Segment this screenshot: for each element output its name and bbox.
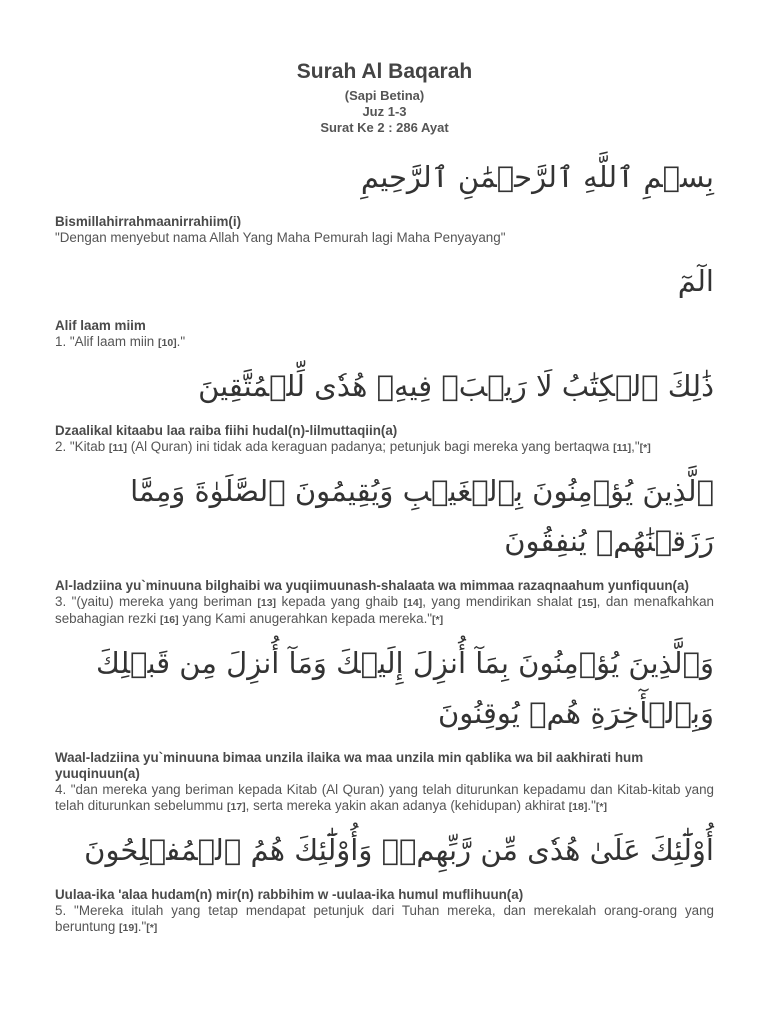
footnote-ref[interactable]: [14] — [403, 597, 423, 609]
translation-text: , yang mendirikan shalat — [422, 594, 578, 609]
transliteration: Alif laam miim — [55, 318, 146, 333]
translation-text: ." — [587, 798, 596, 813]
translation-text: yang Kami anugerahkan kepada mereka." — [178, 611, 433, 626]
footnote-ref[interactable]: [11] — [108, 442, 127, 454]
translation-text: 5. "Mereka itulah yang tetap mendapat petunjuk dari Tuhan mereka, dan merekalah orang-orang yang beruntung — [55, 903, 714, 934]
juz-info: Juz 1-3 — [362, 104, 407, 119]
document-page — [55, 60, 714, 936]
footnote-ref[interactable]: [16] — [159, 614, 179, 626]
footnote-ref[interactable]: [*] — [639, 442, 651, 454]
translation-text: ." — [176, 334, 186, 349]
page-subtitle: (Sapi Betina) — [344, 88, 425, 103]
translation-text: kepada yang ghaib — [276, 594, 404, 609]
translation-text: 2. "Kitab — [55, 439, 109, 454]
translation — [55, 439, 714, 456]
verse-block — [55, 638, 714, 815]
page-title: Surah Al Baqarah — [296, 60, 473, 83]
translation-text: 3. "(yaitu) mereka yang beriman — [55, 594, 258, 609]
footnote-ref[interactable]: [13] — [257, 597, 277, 609]
footnote-ref[interactable]: [17] — [226, 801, 246, 813]
verse-block — [55, 466, 714, 628]
footnote-ref[interactable]: [15] — [577, 597, 597, 609]
verse-block — [55, 361, 714, 456]
translation — [55, 903, 714, 936]
verse-block — [55, 152, 714, 246]
translation-text: 1. "Alif laam miin — [55, 334, 158, 349]
verse-block — [55, 256, 714, 351]
transliteration: Dzaalikal kitaabu laa raiba fiihi hudal(n)-lilmuttaqiin(a) — [55, 423, 398, 438]
footnote-ref[interactable]: [18] — [568, 801, 588, 813]
footnote-ref[interactable]: [*] — [146, 922, 158, 934]
surah-info: Surat Ke 2 : 286 Ayat — [320, 120, 449, 135]
translation — [55, 334, 714, 351]
transliteration: Bismillahirrahmaanirrahiim(i) — [55, 214, 242, 229]
arabic-text: ٱلَّذِينَ يُؤۡمِنُونَ بِٱلۡغَيۡبِ وَيُقِيمُونَ ٱلصَّلَوٰةَ وَمِمَّا رَزَقۡنَٰهُمۡ يُنفِقُونَ — [130, 474, 714, 558]
verse-list — [55, 152, 714, 936]
footnote-ref[interactable]: [10] — [157, 337, 177, 349]
translation-text: , serta mereka yakin akan adanya (kehidupan) akhirat — [245, 798, 569, 813]
verse-block — [55, 825, 714, 936]
transliteration: Uulaa-ika 'alaa hudam(n) mir(n) rabbihim w -uulaa-ika humul muflihuun(a) — [55, 887, 524, 902]
footnote-ref[interactable]: [11] — [613, 442, 632, 454]
footnote-ref[interactable]: [*] — [595, 801, 607, 813]
transliteration: Al-ladziina yu`minuuna bilghaibi wa yuqiimuunash-shalaata wa mimmaa razaqnaahum yunfiquun(a) — [55, 578, 689, 593]
translation-text: "Dengan menyebut nama Allah Yang Maha Pemurah lagi Maha Penyayang" — [55, 230, 506, 245]
translation-text: ," — [631, 439, 640, 454]
translation-text: 4. "dan mereka yang beriman kepada Kitab (Al Quran) yang telah diturunkan kepadamu dan Kitab-kitab yang telah diturunkan sebelummu — [55, 782, 714, 813]
translation-text: , dan menafkahkan sebahagian rezki — [55, 594, 714, 626]
footnote-ref[interactable]: [19] — [119, 922, 138, 934]
translation-text: (Al Quran) ini tidak ada keraguan padanya; petunjuk bagi mereka yang bertaqwa — [126, 439, 614, 454]
arabic-text: بِسۡمِ ٱللَّهِ ٱلرَّحۡمَٰنِ ٱلرَّحِيمِ — [360, 160, 714, 194]
arabic-text: الٓمٓ — [677, 264, 714, 298]
arabic-text: ذَٰلِكَ ٱلۡكِتَٰبُ لَا رَيۡبَۛ فِيهِۛ هُدٗى لِّلۡمُتَّقِينَ — [198, 369, 714, 403]
footnote-ref[interactable]: [*] — [432, 614, 444, 626]
translation — [55, 782, 714, 815]
translation-text: ." — [137, 919, 147, 934]
arabic-text: وَٱلَّذِينَ يُؤۡمِنُونَ بِمَآ أُنزِلَ إِلَيۡكَ وَمَآ أُنزِلَ مِن قَبۡلِكَ وَبِٱلۡأٓخِرَةِ هُمۡ يُوقِنُونَ — [96, 646, 714, 730]
translation — [55, 230, 714, 246]
translation — [55, 594, 714, 628]
transliteration: Waal-ladziina yu`minuuna bimaa unzila ilaika wa maa unzila min qablika wa bil aakhirati hum yuuqinuun(a) — [55, 750, 644, 781]
arabic-text: أُوْلَٰٓئِكَ عَلَىٰ هُدٗى مِّن رَّبِّهِمۡۖ وَأُوْلَٰٓئِكَ هُمُ ٱلۡمُفۡلِحُونَ — [84, 833, 714, 867]
